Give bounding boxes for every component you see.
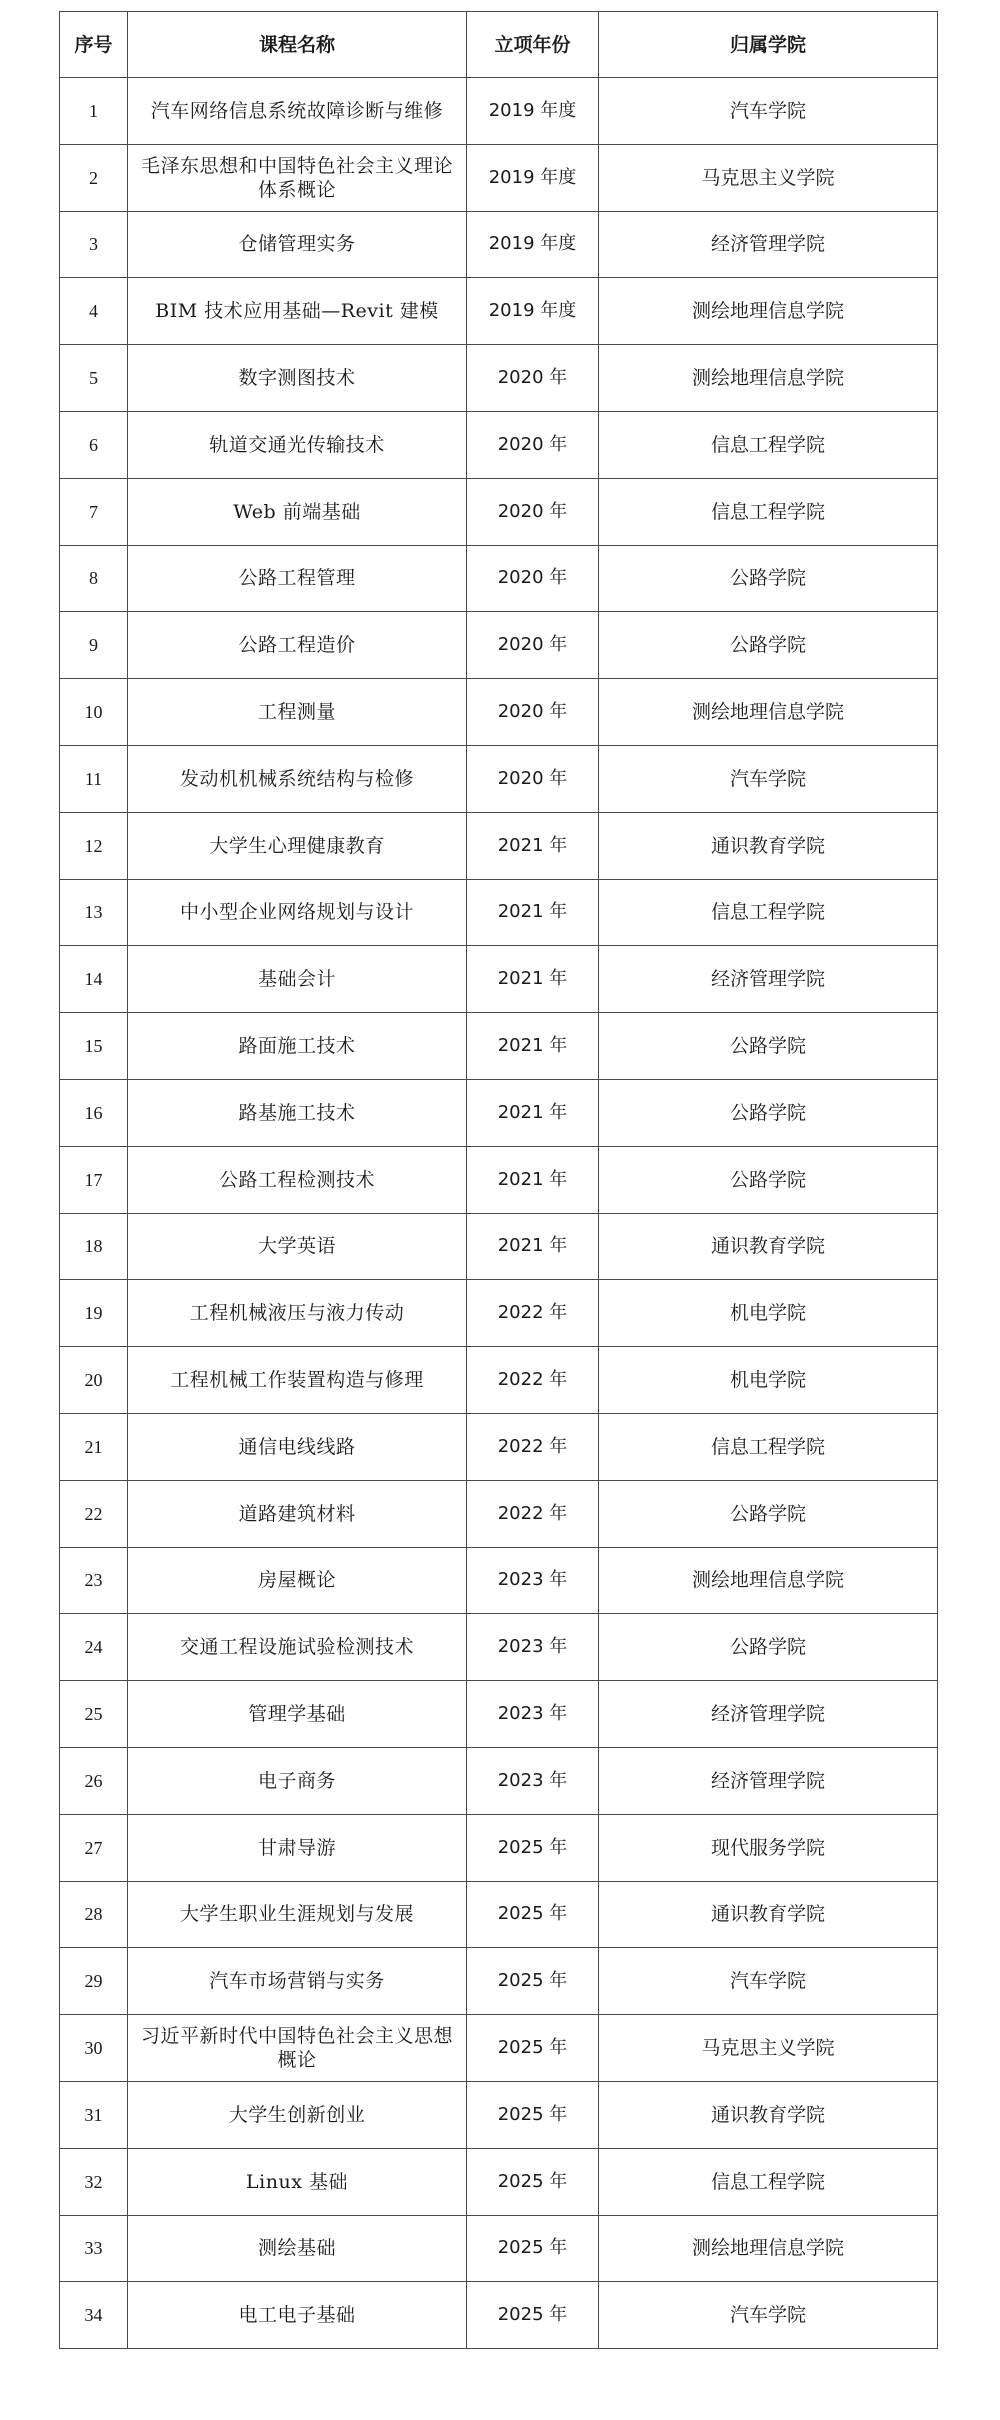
cell-course-name: 大学生心理健康教育 — [128, 812, 467, 879]
cell-year: 2021 年 — [467, 1213, 599, 1280]
cell-course-name: 基础会计 — [128, 946, 467, 1013]
cell-year: 2021 年 — [467, 1013, 599, 1080]
cell-course-name: BIM 技术应用基础—Revit 建模 — [128, 278, 467, 345]
cell-year: 2023 年 — [467, 1681, 599, 1748]
table-row — [60, 211, 938, 278]
table-row — [60, 612, 938, 679]
course-table — [59, 11, 938, 2349]
cell-course-name: 房屋概论 — [128, 1547, 467, 1614]
cell-course-name: 数字测图技术 — [128, 345, 467, 412]
cell-index: 3 — [60, 211, 128, 278]
cell-college: 信息工程学院 — [599, 879, 938, 946]
cell-index: 12 — [60, 812, 128, 879]
cell-course-name: 电工电子基础 — [128, 2282, 467, 2349]
cell-index: 1 — [60, 78, 128, 145]
header-course-name: 课程名称 — [128, 12, 467, 78]
cell-index: 15 — [60, 1013, 128, 1080]
cell-index: 18 — [60, 1213, 128, 1280]
cell-year: 2025 年 — [467, 1948, 599, 2015]
cell-year: 2019 年度 — [467, 278, 599, 345]
cell-index: 27 — [60, 1814, 128, 1881]
cell-year: 2022 年 — [467, 1280, 599, 1347]
cell-college: 现代服务学院 — [599, 1814, 938, 1881]
cell-year: 2020 年 — [467, 745, 599, 812]
cell-year: 2023 年 — [467, 1614, 599, 1681]
cell-index: 7 — [60, 478, 128, 545]
cell-year: 2020 年 — [467, 679, 599, 746]
table-row — [60, 745, 938, 812]
table-row — [60, 1948, 938, 2015]
header-index: 序号 — [60, 12, 128, 78]
cell-college: 信息工程学院 — [599, 2148, 938, 2215]
cell-college: 经济管理学院 — [599, 1681, 938, 1748]
cell-year: 2025 年 — [467, 1814, 599, 1881]
cell-college: 经济管理学院 — [599, 1747, 938, 1814]
cell-course-name: 电子商务 — [128, 1747, 467, 1814]
cell-college: 汽车学院 — [599, 1948, 938, 2015]
cell-year: 2019 年度 — [467, 211, 599, 278]
cell-index: 23 — [60, 1547, 128, 1614]
table-body — [60, 78, 938, 2349]
cell-year: 2021 年 — [467, 1079, 599, 1146]
cell-index: 26 — [60, 1747, 128, 1814]
table-row — [60, 879, 938, 946]
cell-course-name: Web 前端基础 — [128, 478, 467, 545]
cell-course-name: 工程机械工作装置构造与修理 — [128, 1347, 467, 1414]
cell-index: 2 — [60, 144, 128, 211]
cell-index: 31 — [60, 2081, 128, 2148]
cell-course-name: 测绘基础 — [128, 2215, 467, 2282]
cell-year: 2025 年 — [467, 2015, 599, 2082]
cell-college: 机电学院 — [599, 1347, 938, 1414]
table-row — [60, 2148, 938, 2215]
table-row — [60, 679, 938, 746]
cell-college: 公路学院 — [599, 1614, 938, 1681]
cell-course-name: 甘肃导游 — [128, 1814, 467, 1881]
table-row — [60, 1747, 938, 1814]
table-row — [60, 2015, 938, 2082]
cell-index: 4 — [60, 278, 128, 345]
cell-year: 2023 年 — [467, 1747, 599, 1814]
table-row — [60, 345, 938, 412]
table-row — [60, 2282, 938, 2349]
table-row — [60, 2215, 938, 2282]
cell-year: 2021 年 — [467, 879, 599, 946]
cell-index: 14 — [60, 946, 128, 1013]
cell-course-name: 汽车市场营销与实务 — [128, 1948, 467, 2015]
cell-index: 29 — [60, 1948, 128, 2015]
cell-year: 2025 年 — [467, 2215, 599, 2282]
cell-college: 测绘地理信息学院 — [599, 345, 938, 412]
header-college: 归属学院 — [599, 12, 938, 78]
cell-college: 测绘地理信息学院 — [599, 679, 938, 746]
cell-index: 6 — [60, 411, 128, 478]
cell-index: 8 — [60, 545, 128, 612]
cell-index: 10 — [60, 679, 128, 746]
cell-year: 2021 年 — [467, 812, 599, 879]
cell-college: 信息工程学院 — [599, 411, 938, 478]
table-row — [60, 1213, 938, 1280]
header-row — [60, 12, 938, 78]
cell-college: 汽车学院 — [599, 78, 938, 145]
cell-course-name: 发动机机械系统结构与检修 — [128, 745, 467, 812]
cell-course-name: 大学生创新创业 — [128, 2081, 467, 2148]
cell-college: 信息工程学院 — [599, 1413, 938, 1480]
cell-college: 公路学院 — [599, 612, 938, 679]
cell-course-name: 仓储管理实务 — [128, 211, 467, 278]
cell-college: 公路学院 — [599, 1480, 938, 1547]
cell-year: 2022 年 — [467, 1413, 599, 1480]
table-row — [60, 1146, 938, 1213]
cell-index: 5 — [60, 345, 128, 412]
cell-year: 2020 年 — [467, 545, 599, 612]
cell-index: 22 — [60, 1480, 128, 1547]
cell-index: 25 — [60, 1681, 128, 1748]
cell-index: 21 — [60, 1413, 128, 1480]
cell-year: 2020 年 — [467, 411, 599, 478]
cell-index: 17 — [60, 1146, 128, 1213]
cell-index: 33 — [60, 2215, 128, 2282]
cell-year: 2022 年 — [467, 1480, 599, 1547]
table-row — [60, 946, 938, 1013]
cell-course-name: 交通工程设施试验检测技术 — [128, 1614, 467, 1681]
cell-college: 公路学院 — [599, 545, 938, 612]
cell-index: 20 — [60, 1347, 128, 1414]
table-row — [60, 812, 938, 879]
cell-college: 马克思主义学院 — [599, 144, 938, 211]
cell-year: 2023 年 — [467, 1547, 599, 1614]
header-year: 立项年份 — [467, 12, 599, 78]
table-row — [60, 1280, 938, 1347]
cell-course-name: 公路工程管理 — [128, 545, 467, 612]
cell-course-name: 汽车网络信息系统故障诊断与维修 — [128, 78, 467, 145]
cell-index: 32 — [60, 2148, 128, 2215]
cell-college: 公路学院 — [599, 1013, 938, 1080]
cell-year: 2025 年 — [467, 2081, 599, 2148]
table-row — [60, 78, 938, 145]
cell-course-name: 公路工程检测技术 — [128, 1146, 467, 1213]
cell-index: 13 — [60, 879, 128, 946]
cell-year: 2020 年 — [467, 478, 599, 545]
cell-year: 2025 年 — [467, 1881, 599, 1948]
table-header — [60, 12, 938, 78]
cell-course-name: 轨道交通光传输技术 — [128, 411, 467, 478]
table-row — [60, 411, 938, 478]
cell-course-name: 通信电线线路 — [128, 1413, 467, 1480]
cell-college: 马克思主义学院 — [599, 2015, 938, 2082]
table-row — [60, 478, 938, 545]
cell-index: 16 — [60, 1079, 128, 1146]
table-row — [60, 1013, 938, 1080]
cell-college: 信息工程学院 — [599, 478, 938, 545]
cell-college: 测绘地理信息学院 — [599, 278, 938, 345]
cell-year: 2021 年 — [467, 946, 599, 1013]
cell-year: 2019 年度 — [467, 78, 599, 145]
table-row — [60, 2081, 938, 2148]
cell-index: 11 — [60, 745, 128, 812]
cell-college: 公路学院 — [599, 1146, 938, 1213]
cell-college: 汽车学院 — [599, 2282, 938, 2349]
table-row — [60, 1480, 938, 1547]
cell-year: 2025 年 — [467, 2282, 599, 2349]
cell-college: 经济管理学院 — [599, 211, 938, 278]
cell-course-name: 工程测量 — [128, 679, 467, 746]
table-row — [60, 144, 938, 211]
cell-college: 通识教育学院 — [599, 1881, 938, 1948]
cell-course-name: Linux 基础 — [128, 2148, 467, 2215]
cell-year: 2022 年 — [467, 1347, 599, 1414]
cell-college: 测绘地理信息学院 — [599, 2215, 938, 2282]
cell-year: 2019 年度 — [467, 144, 599, 211]
cell-year: 2020 年 — [467, 345, 599, 412]
cell-course-name: 工程机械液压与液力传动 — [128, 1280, 467, 1347]
cell-course-name: 大学生职业生涯规划与发展 — [128, 1881, 467, 1948]
cell-college: 公路学院 — [599, 1079, 938, 1146]
cell-index: 24 — [60, 1614, 128, 1681]
cell-course-name: 路面施工技术 — [128, 1013, 467, 1080]
table-row — [60, 1681, 938, 1748]
cell-year: 2025 年 — [467, 2148, 599, 2215]
cell-course-name: 大学英语 — [128, 1213, 467, 1280]
table-row — [60, 1814, 938, 1881]
cell-year: 2020 年 — [467, 612, 599, 679]
table-row — [60, 1547, 938, 1614]
cell-course-name: 中小型企业网络规划与设计 — [128, 879, 467, 946]
table-row — [60, 1347, 938, 1414]
cell-college: 测绘地理信息学院 — [599, 1547, 938, 1614]
cell-college: 汽车学院 — [599, 745, 938, 812]
cell-college: 通识教育学院 — [599, 2081, 938, 2148]
cell-course-name: 管理学基础 — [128, 1681, 467, 1748]
table-row — [60, 1881, 938, 1948]
table-row — [60, 1614, 938, 1681]
cell-course-name: 毛泽东思想和中国特色社会主义理论体系概论 — [128, 144, 467, 211]
table-row — [60, 1413, 938, 1480]
cell-index: 34 — [60, 2282, 128, 2349]
cell-course-name: 路基施工技术 — [128, 1079, 467, 1146]
cell-course-name: 公路工程造价 — [128, 612, 467, 679]
cell-course-name: 习近平新时代中国特色社会主义思想概论 — [128, 2015, 467, 2082]
cell-year: 2021 年 — [467, 1146, 599, 1213]
cell-index: 9 — [60, 612, 128, 679]
cell-college: 经济管理学院 — [599, 946, 938, 1013]
cell-index: 19 — [60, 1280, 128, 1347]
table-row — [60, 545, 938, 612]
cell-college: 通识教育学院 — [599, 812, 938, 879]
cell-course-name: 道路建筑材料 — [128, 1480, 467, 1547]
cell-index: 30 — [60, 2015, 128, 2082]
table-row — [60, 1079, 938, 1146]
cell-college: 通识教育学院 — [599, 1213, 938, 1280]
cell-college: 机电学院 — [599, 1280, 938, 1347]
table-row — [60, 278, 938, 345]
cell-index: 28 — [60, 1881, 128, 1948]
